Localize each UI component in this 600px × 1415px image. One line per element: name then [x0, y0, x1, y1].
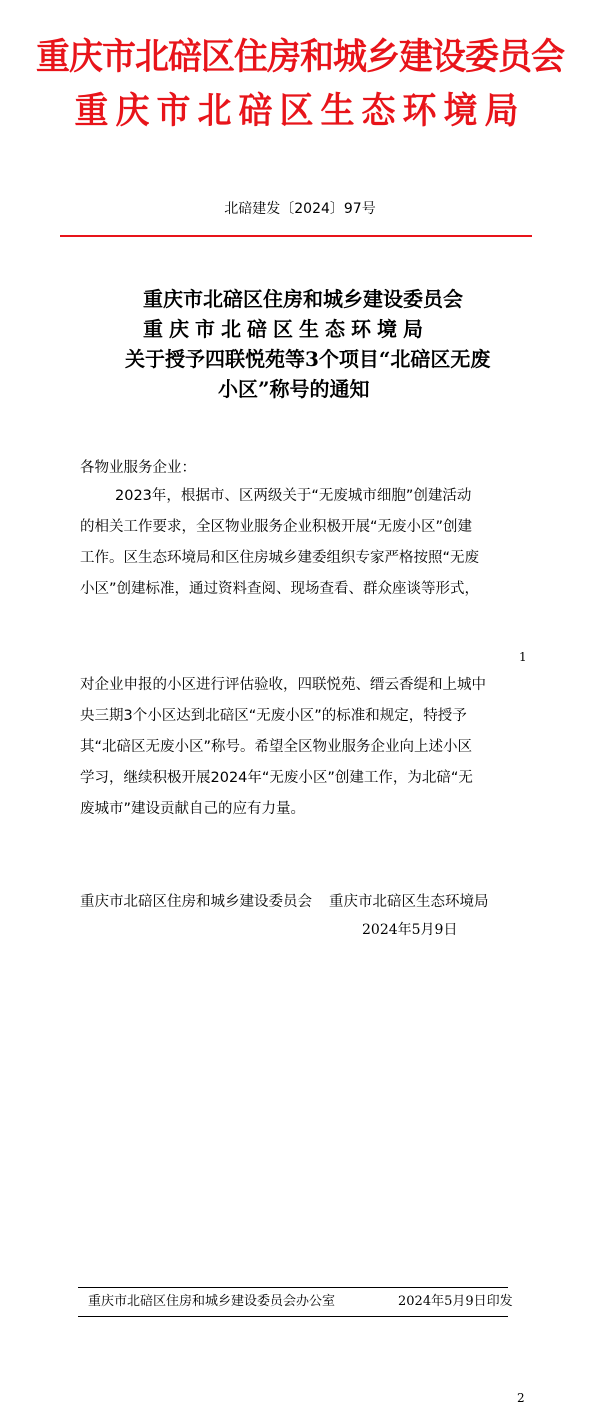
- paragraph-2-line: 废城市”建设贡献自己的应有力量。: [80, 801, 306, 817]
- signature-date: 2024年5月9日: [362, 922, 458, 938]
- notice-title-line-1: 重庆市北碚区住房和城乡建设委员会: [143, 287, 463, 311]
- document-number: 北碚建发〔2024〕97号: [224, 201, 376, 217]
- footer-print-date: 2024年5月9日印发: [398, 1294, 513, 1309]
- paragraph-1-line: 2023年，根据市、区两级关于“无废城市细胞”创建活动: [115, 488, 472, 504]
- page-number: 1: [519, 650, 527, 664]
- issuing-org-header-1: 重庆市北碚区住房和城乡建设委员会: [36, 36, 564, 78]
- paragraph-1-line: 的相关工作要求，全区物业服务企业积极开展“无废小区”创建: [80, 519, 473, 535]
- footer-rule-top: [78, 1287, 508, 1288]
- paragraph-1-line: 工作。区生态环境局和区住房城乡建委组织专家严格按照“无废: [80, 550, 480, 566]
- issuing-org-header-2: 重庆市北碚区生态环境局: [74, 90, 526, 132]
- red-separator-line: [60, 235, 532, 237]
- paragraph-2-line: 学习，继续积极开展2024年“无废小区”创建工作，为北碚“无: [80, 770, 473, 786]
- notice-title-line-2: 重庆市北碚区生态环境局: [143, 317, 429, 341]
- notice-title-line-3: 关于授予四联悦苑等3个项目“北碚区无废: [125, 347, 491, 371]
- notice-title-line-4: 小区”称号的通知: [218, 377, 370, 401]
- footer-issuing-office: 重庆市北碚区住房和城乡建设委员会办公室: [88, 1294, 336, 1309]
- page-number: 2: [517, 1391, 525, 1405]
- paragraph-2-line: 央三期3个小区达到北碚区“无废小区”的标准和规定，特授予: [80, 708, 467, 724]
- paragraph-2-line: 对企业申报的小区进行评估验收，四联悦苑、缙云香缇和上城中: [80, 677, 486, 693]
- paragraph-1-line: 小区”创建标准，通过资料查阅、现场查看、群众座谈等形式，: [80, 581, 480, 597]
- signature-org-2: 重庆市北碚区生态环境局: [329, 894, 489, 910]
- signature-org-1: 重庆市北碚区住房和城乡建设委员会: [80, 894, 312, 910]
- salutation: 各物业服务企业：: [80, 460, 196, 476]
- footer-rule-bottom: [78, 1316, 508, 1317]
- paragraph-2-line: 其“北碚区无废小区”称号。希望全区物业服务企业向上述小区: [80, 739, 473, 755]
